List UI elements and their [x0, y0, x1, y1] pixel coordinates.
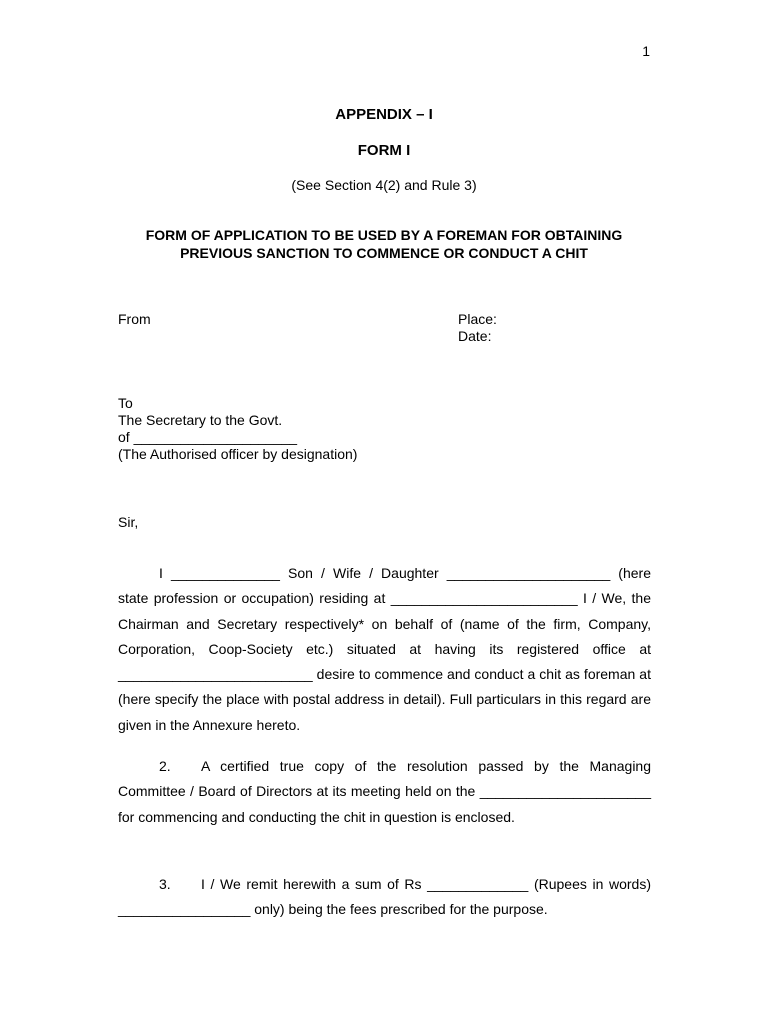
date-label: Date: [458, 328, 492, 344]
appendix-title: APPENDIX – I [335, 106, 433, 123]
addressee-title: The Secretary to the Govt. [118, 412, 283, 428]
from-label: From [118, 311, 151, 327]
paragraph-1-text: I ______________ Son / Wife / Daughter _____________________ (here state profession or occupation) residing at ________________________ I / We, the Chairman and Secretary respectively* on behalf of (name of the firm, Company, Corporation, Coop-Society etc.) situated at having its registered office at _________________________ desire to commence and conduct a chit as foreman at (here specify the place with postal address in detail). Full particulars in this regard are given in the Annexure hereto. [118, 565, 651, 733]
form-title: FORM I [357, 142, 411, 159]
addressee-block [118, 395, 357, 463]
salutation: Sir, [118, 514, 139, 530]
paragraph-2-text: A certified true copy of the resolution passed by the Managing Committee / Board of Directors at its meeting held on the ______________________ for commencing and conducting the chit in question is enclosed. [118, 758, 651, 825]
paragraph-3-text: I / We remit herewith a sum of Rs _____________ (Rupees in words) _________________ only) being the fees prescribed for the purpose. [118, 876, 651, 918]
to-label: To [118, 395, 133, 411]
form-heading [0, 226, 768, 262]
section-reference: (See Section 4(2) and Rule 3) [291, 177, 477, 193]
paragraph-3 [118, 872, 651, 923]
paragraph-3-number: 3. [159, 876, 171, 892]
place-label: Place: [458, 311, 497, 327]
paragraph-1 [118, 561, 651, 738]
paragraph-2-number: 2. [159, 758, 171, 774]
form-heading-line-2: PREVIOUS SANCTION TO COMMENCE OR CONDUCT A CHIT [180, 245, 588, 261]
form-heading-line-1: FORM OF APPLICATION TO BE USED BY A FOREMAN FOR OBTAINING [145, 227, 623, 243]
place-date-block [458, 311, 497, 345]
addressee-designation-note: (The Authorised officer by designation) [118, 446, 358, 462]
addressee-of-line: of _____________________ [118, 429, 298, 445]
page-number: 1 [642, 43, 650, 59]
paragraph-2 [118, 754, 651, 830]
